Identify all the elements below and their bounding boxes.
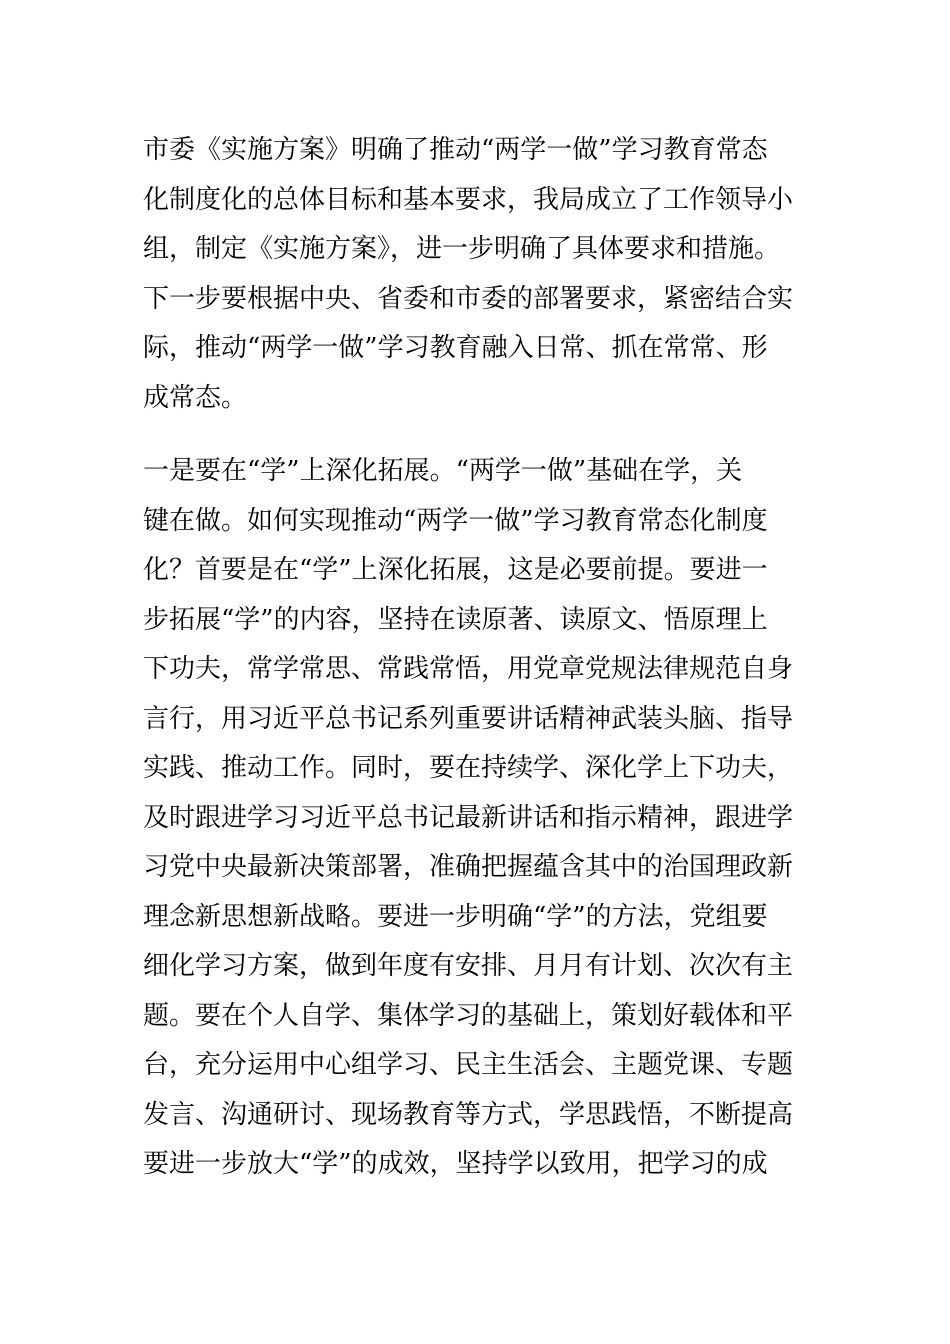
paragraph-line: 步拓展“学”的内容，坚持在读原著、读原文、悟原理上: [143, 604, 768, 635]
paragraph-line: 化制度化的总体目标和基本要求，我局成立了工作领导小: [143, 184, 794, 215]
paragraph-line: 理念新思想新战略。要进一步明确“学”的方法，党组要: [143, 901, 768, 932]
paragraph-line: 言行，用习近平总书记系列重要讲话精神武装头脑、指导: [143, 703, 794, 734]
paragraph-line: 成常态。: [143, 382, 248, 413]
paragraph-line: 要进一步放大“学”的成效，坚持学以致用，把学习的成: [143, 1149, 768, 1179]
paragraph-line: 习党中央最新决策部署，准确把握蕴含其中的治国理政新: [143, 852, 794, 882]
paragraph-1: [143, 126, 823, 423]
paragraph-line: 键在做。如何实现推动“两学一做”学习教育常态化制度: [143, 505, 768, 536]
paragraph-line: 题。要在个人自学、集体学习的基础上，策划好载体和平: [143, 1000, 794, 1031]
paragraph-line: 下功夫，常学常思、常践常悟，用党章党规法律规范自身: [143, 654, 794, 684]
paragraph-line: 下一步要根据中央、省委和市委的部署要求，紧密结合实: [143, 283, 794, 314]
paragraph-line: 一是要在“学”上深化拓展。“两学一做”基础在学，关: [143, 456, 743, 486]
paragraph-line: 及时跟进学习习近平总书记最新讲话和指示精神，跟进学: [143, 802, 794, 833]
paragraph-line: 化？首要是在“学”上深化拓展，这是必要前提。要进一: [143, 555, 768, 585]
paragraph-line: 发言、沟通研讨、现场教育等方式，学思践悟，不断提高: [143, 1099, 794, 1130]
paragraph-line: 实践、推动工作。同时，要在持续学、深化学上下功夫，: [143, 753, 794, 783]
paragraph-line: 际，推动“两学一做”学习教育融入日常、抓在常常、形: [143, 333, 768, 363]
paragraph-line: 市委《实施方案》明确了推动“两学一做”学习教育常态: [143, 135, 768, 165]
paragraph-line: 组，制定《实施方案》，进一步明确了具体要求和措施。: [143, 234, 781, 264]
paragraph-line: 台，充分运用中心组学习、民主生活会、主题党课、专题: [143, 1050, 794, 1080]
paragraph-line: 细化学习方案，做到年度有安排、月月有计划、次次有主: [143, 951, 794, 981]
paragraph-2: [143, 447, 823, 1190]
